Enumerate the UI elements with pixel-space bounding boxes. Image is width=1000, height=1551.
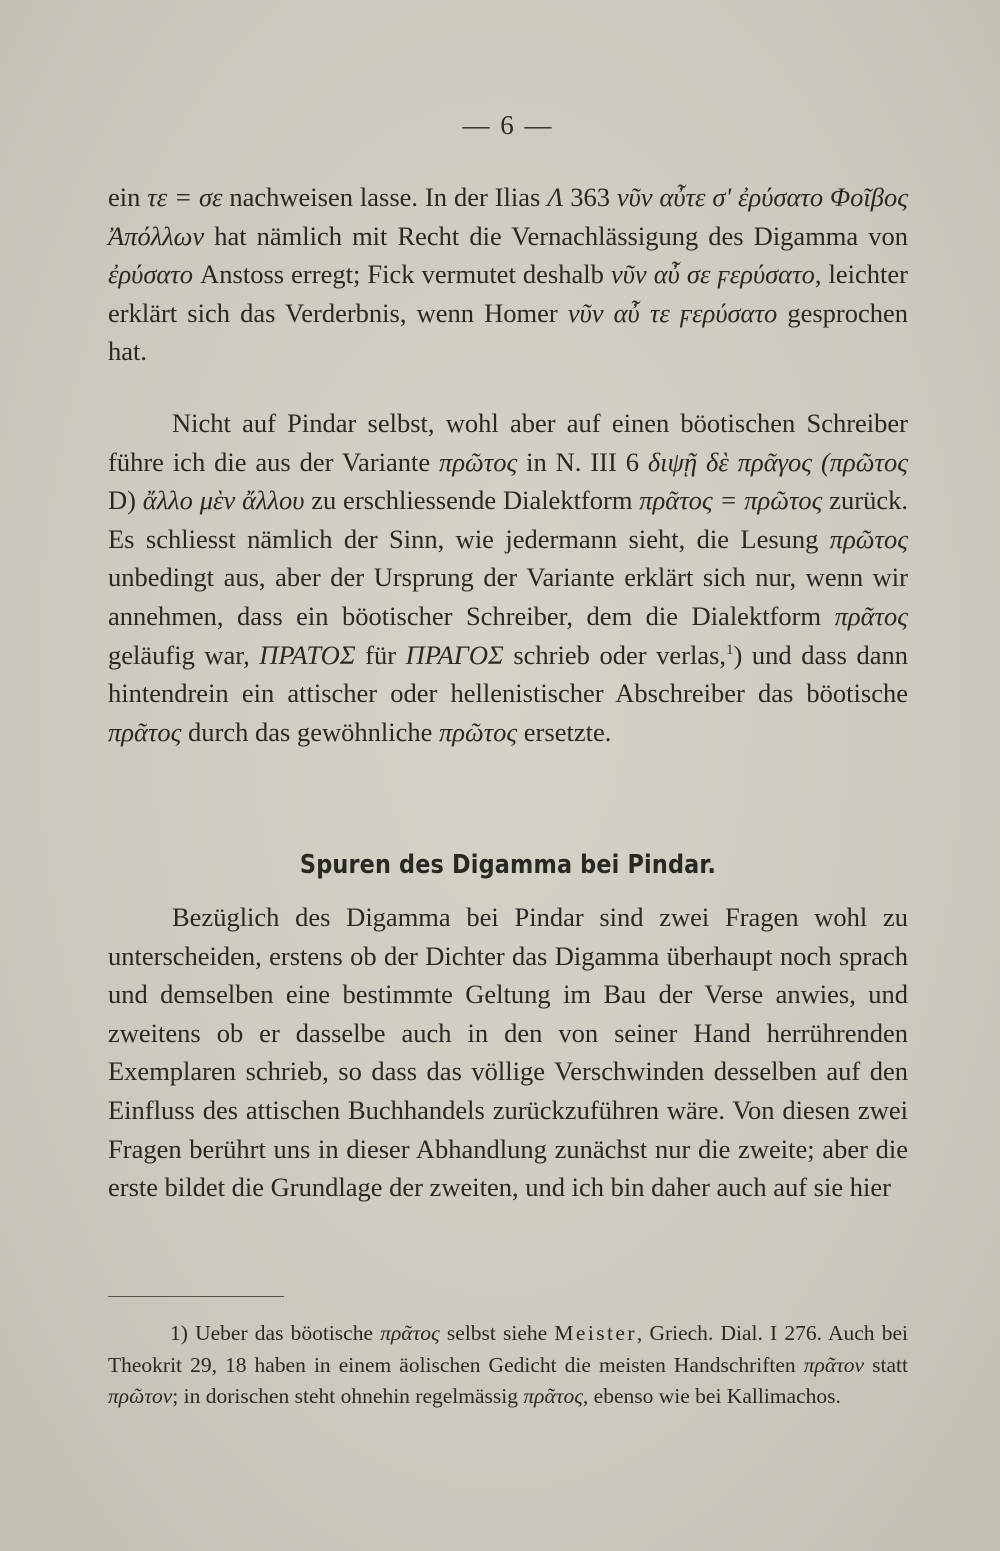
text-run: geläufig war,	[108, 639, 260, 670]
text-run: für	[355, 639, 406, 670]
text-run: Bezüglich des Digamma bei Pindar sind zwei Fragen wohl zu unterscheiden, erstens ob der Dichter das Digamma überhaupt noch sprach und demselben eine bestimmte Geltung im Bau der Verse anwies, und zweitens ob er dasselbe auch in den von seiner Hand herrührenden Exemplaren schrieb, so dass das völlige Verschwinden desselben auf den Einfluss des attischen Buchhandels zurückzuführen wäre. Von diesen zwei Fragen berührt uns in dieser Abhandlung zunächst nur die zweite; aber die erste bildet die Grundlage der zweiten, und ich bin daher auch auf sie hier	[108, 902, 908, 1203]
text-run: ersetzte.	[517, 716, 612, 747]
greek-capitals: ΠΡΑΓΟΣ	[405, 639, 504, 670]
greek-text: Λ	[547, 182, 564, 212]
text-run: statt	[864, 1352, 908, 1377]
greek-text: πρᾶτος	[523, 1384, 583, 1408]
greek-text: νῦν αὖ σε ϝερύσατο	[610, 259, 815, 290]
text-run: in N. III 6	[517, 446, 648, 477]
footnote	[108, 1318, 908, 1413]
greek-text: νῦν αὖ τε ϝερύσατο	[567, 297, 778, 328]
greek-text: πρῶτος	[439, 446, 518, 477]
greek-text: πρᾶτος	[108, 716, 182, 747]
text-run: Anstoss erregt; Fick vermutet deshalb	[193, 259, 611, 290]
text-run: ) und dass dann hintendrein ein attischer oder hellenistischer Abschreiber das böotische	[108, 639, 908, 709]
greek-text: πρᾶτος	[834, 600, 908, 631]
text-run: gesprochen hat.	[108, 297, 908, 367]
text-run: hat nämlich mit Recht die Vernachlässigung des Digamma von	[204, 220, 908, 251]
text-run: zu erschliessende Dialektform	[304, 485, 640, 516]
greek-text: πρᾶτος = πρῶτος	[639, 485, 823, 516]
greek-capitals: ΠΡΑΤΟΣ	[259, 639, 356, 670]
greek-text: ἐρύσατο	[108, 259, 194, 290]
greek-quotation: διψῇ δὲ πρᾶγος (πρῶτος	[647, 446, 908, 477]
paragraph-3	[108, 898, 908, 1207]
text-run: Nicht auf Pindar selbst, wohl aber auf einen böotischen Schreiber führe ich die aus der Variante	[108, 408, 908, 477]
greek-quotation: νῦν αὖτε σ' ἐρύσατο Φοῖβος Ἀπόλλων	[108, 182, 908, 251]
footnote-reference: 1	[726, 641, 734, 658]
text-run: 1) Ueber das böotische	[170, 1321, 381, 1345]
text-run: unbedingt aus, aber der Ursprung der Variante erklärt sich nur, wenn wir annehmen, dass ein böotischer Schreiber, dem die Dialektform	[108, 562, 908, 631]
text-run: , ebenso wie bei Kallimachos.	[582, 1384, 841, 1408]
page-number: — 6 —	[462, 110, 554, 140]
text-run: durch das gewöhnliche	[181, 716, 439, 747]
text-run: D)	[108, 485, 143, 516]
text-run: , leichter erklärt sich das Verderbnis, wenn Homer	[108, 259, 908, 328]
paragraph-1	[108, 178, 908, 371]
greek-text: πρῶτον	[108, 1384, 173, 1408]
greek-text: πρᾶτος	[380, 1321, 440, 1345]
text-run: selbst siehe	[439, 1321, 555, 1345]
text-run: schrieb oder verlas,	[503, 639, 727, 670]
text-run: 363	[563, 182, 617, 212]
greek-text: πρῶτος	[438, 716, 518, 747]
text-run: nachweisen lasse. In der Ilias	[222, 182, 548, 212]
footnote-divider	[108, 1296, 284, 1297]
section-heading: Spuren des Digamma bei Pindar.	[299, 850, 717, 880]
text-run: zurück. Es schliesst nämlich der Sinn, wie jedermann sieht, die Lesung	[108, 485, 908, 554]
text-run: ; in dorischen steht ohnehin regelmässig	[172, 1384, 524, 1408]
text-run: ein	[108, 182, 148, 212]
greek-text: τε = σε	[147, 182, 223, 212]
author-name: Meister	[554, 1321, 637, 1345]
greek-text: πρᾶτον	[803, 1352, 865, 1377]
text-run: , Griech. Dial. I 276. Auch bei Theokrit 29, 18 haben in einem äolischen Gedicht die meisten Handschriften	[108, 1321, 908, 1377]
greek-text: πρῶτος	[829, 523, 908, 554]
greek-text: ἄλλο μὲν ἄλλου	[142, 485, 305, 516]
paragraph-2	[108, 404, 908, 751]
